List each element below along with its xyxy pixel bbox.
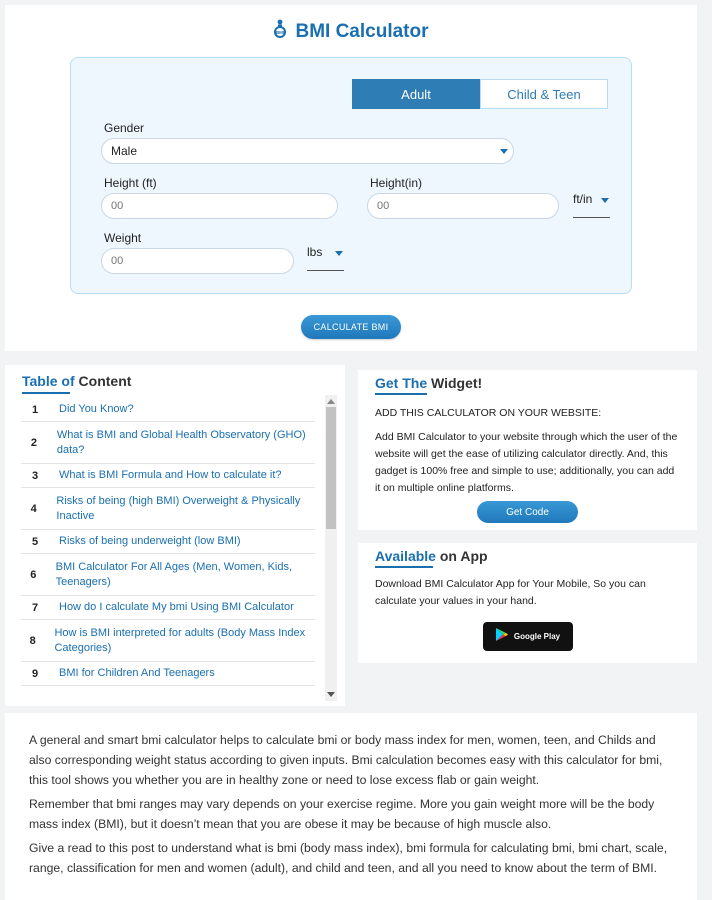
widget-subheading: ADD THIS CALCULATOR ON YOUR WEBSITE: [375, 407, 602, 419]
widget-heading-part2: Widget! [431, 375, 483, 391]
calculate-bmi-button[interactable]: CALCULATE BMI [301, 315, 401, 339]
toc-item[interactable] [21, 422, 315, 464]
gender-value: Male [111, 144, 138, 158]
heading-underline [375, 393, 427, 395]
weight-unit-select[interactable] [307, 245, 344, 271]
toc-number: 8 [29, 634, 36, 647]
toc-scrollbar[interactable] [325, 395, 337, 701]
svg-text:BMI: BMI [276, 29, 285, 35]
widget-heading [375, 375, 482, 391]
toc-link[interactable]: What is BMI Formula and How to calculate it? [59, 469, 282, 481]
weight-label: Weight [104, 231, 142, 245]
bmi-scale-icon [273, 19, 287, 44]
toc-card [5, 365, 345, 706]
widget-heading-part1: Get The [375, 375, 428, 391]
tab-adult[interactable]: Adult [352, 79, 480, 109]
chevron-down-icon [335, 251, 343, 256]
toc-item[interactable] [21, 554, 315, 596]
chevron-down-icon [500, 149, 508, 154]
height-unit-select[interactable] [573, 192, 610, 218]
height-unit-value: ft/in [573, 192, 593, 206]
toc-link[interactable]: BMI for Children And Teenagers [59, 667, 215, 679]
calculator-header [5, 19, 697, 44]
toc-number: 3 [31, 469, 39, 482]
get-code-button[interactable]: Get Code [477, 501, 578, 523]
calculator-card [5, 5, 697, 351]
toc-number: 5 [31, 535, 39, 548]
app-heading-part1: Available [375, 548, 436, 564]
app-heading-part2: on App [439, 548, 488, 564]
google-play-button[interactable] [483, 622, 573, 651]
toc-item[interactable] [21, 620, 315, 662]
toc-item[interactable] [21, 488, 315, 530]
tab-child-teen[interactable]: Child & Teen [480, 79, 608, 109]
scroll-down-arrow-icon[interactable] [327, 692, 335, 697]
weight-unit-value: lbs [307, 245, 323, 259]
height-ft-label: Height (ft) [104, 176, 157, 190]
article-section [5, 713, 697, 900]
toc-item[interactable] [21, 596, 315, 620]
toc-link[interactable]: Risks of being underweight (low BMI) [59, 535, 241, 547]
height-ft-input[interactable] [101, 193, 338, 219]
height-in-label: Height(in) [370, 176, 423, 190]
chevron-down-icon [601, 198, 609, 203]
google-play-label: Google Play [513, 632, 561, 641]
scrollbar-thumb[interactable] [326, 407, 336, 529]
bmi-form-panel [70, 57, 632, 294]
article-paragraph: Give a read to this post to understand what is bmi (body mass index), bmi formula for calculating bmi, bmi chart, scale, range, classification for men and women (adult), and child and teen, and all you need to know about the term of BMI. [29, 841, 668, 875]
widget-body: Add BMI Calculator to your website through which the user of the website will get the ease of utilizing calculator directly. And, this gadget is 100% free and simple to use; additionally, you can add it on multiple online platforms. [375, 431, 678, 494]
widget-card [358, 370, 697, 530]
toc-number: 4 [30, 502, 37, 515]
age-tabs [352, 79, 608, 109]
app-card [358, 543, 697, 663]
page-scrollbar[interactable] [702, 0, 712, 900]
toc-link[interactable]: Risks of being (high BMI) Overweight & Physically Inactive [56, 494, 301, 522]
weight-input[interactable] [101, 248, 294, 274]
page-title: BMI Calculator [295, 20, 429, 42]
toc-heading-part2: Content [78, 373, 132, 389]
toc-link[interactable]: Did You Know? [59, 403, 134, 415]
article-paragraph: Remember that bmi ranges may vary depends on your exercise regime. More you gain weight more will be the body mass index (BMI), but it doesn’t mean that you are obese it may be because of high muscle also. [29, 797, 655, 831]
google-play-icon [496, 628, 508, 646]
scroll-up-arrow-icon[interactable] [327, 399, 335, 404]
toc-item[interactable] [21, 530, 315, 554]
toc-link[interactable]: BMI Calculator For All Ages (Men, Women, Kids, Teenagers) [55, 560, 293, 588]
heading-underline [375, 566, 433, 568]
toc-item[interactable] [21, 398, 315, 422]
toc-item[interactable] [21, 662, 315, 686]
toc-heading [22, 373, 131, 389]
toc-item[interactable] [21, 464, 315, 488]
toc-number: 2 [30, 436, 37, 449]
height-in-input[interactable] [367, 193, 559, 219]
toc-link[interactable]: How is BMI interpreted for adults (Body Mass Index Categories) [54, 626, 306, 654]
toc-link[interactable]: What is BMI and Global Health Observatory (GHO) data? [56, 428, 306, 456]
gender-select[interactable] [101, 138, 514, 164]
heading-underline [22, 392, 70, 394]
toc-link[interactable]: How do I calculate My bmi Using BMI Calculator [59, 601, 294, 613]
article-paragraph: A general and smart bmi calculator helps to calculate bmi or body mass index for men, women, teen, and Childs and also corresponding weight status according to given inputs. Bmi calculation becomes easy with this calculator for bmi, this tool shows you whether you are in healthy zone or need to lose excess flab or gain weight. [29, 733, 663, 787]
toc-number: 6 [30, 568, 37, 581]
toc-number: 1 [31, 403, 39, 416]
gender-label: Gender [104, 121, 145, 135]
app-heading [375, 548, 488, 564]
toc-number: 9 [31, 667, 39, 680]
app-body: Download BMI Calculator App for Your Mobile, So you can calculate your values in your hand. [375, 578, 646, 607]
toc-number: 7 [31, 601, 39, 614]
toc-list [21, 398, 315, 698]
toc-heading-part1: Table of [22, 373, 75, 389]
